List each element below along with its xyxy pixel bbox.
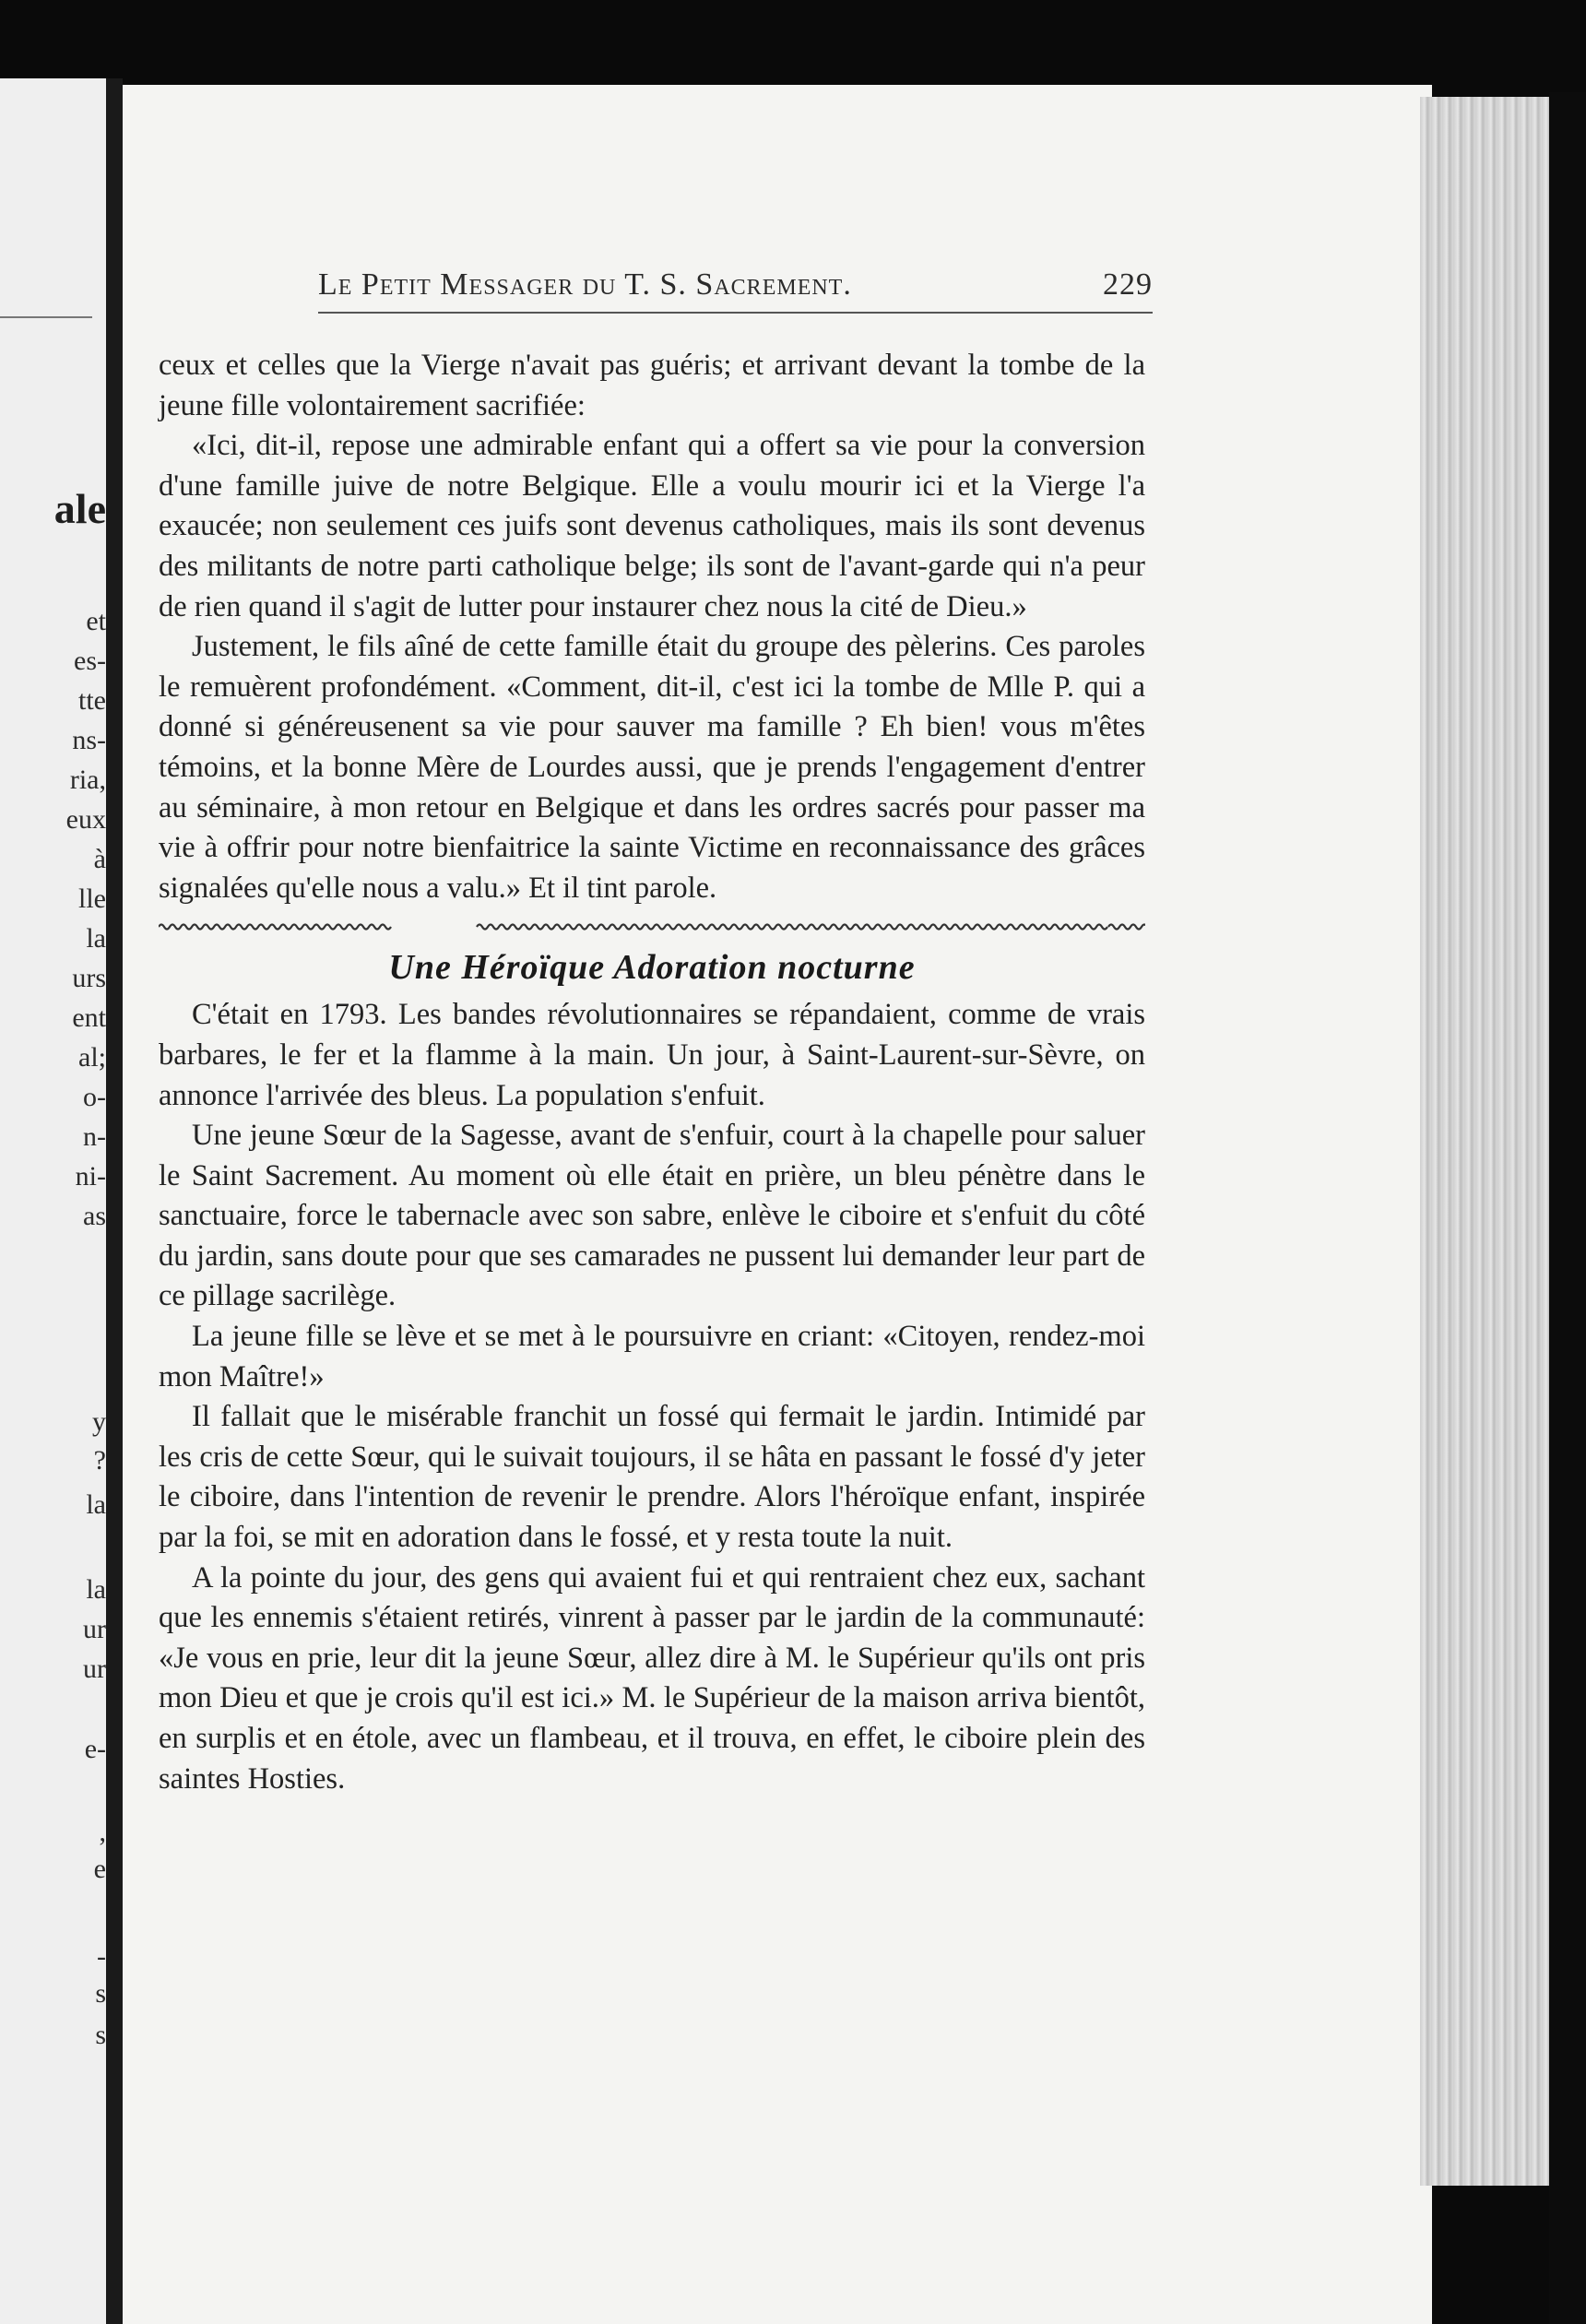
wavy-divider-icon	[159, 908, 1145, 945]
text-fragment: la	[86, 1574, 106, 1605]
previous-page-strip	[0, 78, 106, 2324]
text-fragment: y	[92, 1406, 106, 1437]
previous-page-header-rule	[0, 316, 92, 318]
text-fragment: al;	[78, 1042, 106, 1073]
paragraph: A la pointe du jour, des gens qui avaient fui et qui rentraient chez eux, sachant que les ennemis s'étaient retirés, vinrent à passer par le jardin de la communauté: «Je vous en prie, leur dit la jeune Sœur, allez dire à M. le Supérieur qu'ils ont pris mon Dieu et que je crois qu'il est ici.» M. le Supérieur de la maison arriva bientôt, en surplis et en étole, avec un flambeau, et il trouva, en effet, le ciboire plein des saintes Hosties.	[159, 1560, 1145, 1796]
text-fragment: n-	[83, 1121, 106, 1152]
text-fragment: s	[95, 2020, 106, 2050]
text-fragment: ria,	[69, 765, 106, 795]
text-fragment: ?	[93, 1445, 106, 1476]
text-fragment: ni-	[75, 1161, 106, 1192]
paragraph: C'était en 1793. Les bandes révolutionnaires se répandaient, comme de vrais barbares, le fer et la flamme à la main. Un jour, à Saint-Laurent-sur-Sèvre, on annonce l'arrivée des bleus. La population s'enfuit.	[159, 998, 1145, 1112]
text-fragment: tte	[78, 685, 106, 716]
text-fragment: ur	[83, 1654, 106, 1684]
text-fragment: la	[86, 1489, 106, 1520]
previous-page-title-fragment: ale	[53, 485, 106, 532]
text-fragment: ur	[83, 1614, 106, 1644]
text-fragment: et	[86, 606, 106, 636]
text-fragment: s	[95, 1978, 106, 2009]
paragraph: «Ici, dit-il, repose une admirable enfant qui a offert sa vie pour la conversion d'une famille juive de notre Belgique. Elle a voulu mourir ici et la Vierge l'a exaucée; non seulement ces juifs sont devenus catholiques, mais ils sont devenus des militants de notre parti catholique belge; ils sont de l'avant-garde qui n'a peur de rien quand il s'agit de lutter pour instaurer chez nous la cité de Dieu.»	[159, 429, 1145, 623]
section-title: Une Héroïque Adoration nocturne	[388, 948, 916, 988]
text-fragment: o-	[83, 1082, 106, 1112]
text-fragment: e	[93, 1854, 106, 1884]
page-edge-shadow	[1549, 92, 1586, 2324]
paragraph: Justement, le fils aîné de cette famille était du groupe des pèlerins. Ces paroles le remuèrent profondément. «Comment, dit-il, c'est ici la tombe de Mlle P. qui a donné si généreusenent sa vie pour sauver ma famille ? Eh bien! vous m'êtes témoins, et la bonne Mère de Lourdes aussi, que je prends l'engagement d'entrer au séminaire, à mon retour en Belgique et dans les ordres sacrés pour passer ma vie à offrir pour notre bienfaitrice la sainte Victime en reconnaissance des grâces signalées qu'elle nous a valu.» Et il tint parole.	[159, 630, 1145, 905]
body-text	[159, 346, 1145, 1799]
text-fragment: ,	[99, 1817, 106, 1847]
wavy-divider	[159, 908, 1145, 945]
text-fragment: ent	[72, 1002, 106, 1033]
text-fragment: es-	[74, 646, 106, 676]
page-block-edge	[1420, 97, 1549, 2186]
header-rule	[318, 312, 1153, 314]
text-fragment: e-	[84, 1734, 106, 1764]
page-header	[318, 267, 1153, 314]
text-fragment: eux	[65, 804, 106, 835]
text-fragment: ns-	[72, 725, 106, 755]
text-fragment: la	[86, 923, 106, 954]
paragraph: ceux et celles que la Vierge n'avait pas guéris; et arrivant devant la tombe de la jeune fille volontairement sacrifiée:	[159, 349, 1145, 422]
running-head: Le Petit Messager du T. S. Sacrement.	[318, 267, 852, 302]
text-fragment: urs	[72, 963, 106, 993]
page-number: 229	[1103, 267, 1153, 302]
text-fragment: lle	[78, 883, 106, 914]
paragraph: Une jeune Sœur de la Sagesse, avant de s'enfuir, court à la chapelle pour saluer le Saint Sacrement. Au moment où elle était en prière, un bleu pénètre dans le sanctuaire, force le tabernacle avec son sabre, enlève le ciboire et s'enfuit du côté du jardin, sans doute pour que ses camarades ne pussent lui demander leur part de ce pillage sacrilège.	[159, 1119, 1145, 1313]
text-fragment: as	[83, 1201, 106, 1231]
paragraph: La jeune fille se lève et se met à le poursuivre en criant: «Citoyen, rendez-moi mon Maître!»	[159, 1320, 1145, 1393]
paragraph: Il fallait que le misérable franchit un fossé qui fermait le jardin. Intimidé par les cris de cette Sœur, qui le suivait toujours, il se hâta en passant le fossé d'y jeter le ciboire, dans l'intention de revenir le prendre. Alors l'héroïque enfant, inspirée par la foi, se mit en adoration dans le fossé, et y resta toute la nuit.	[159, 1400, 1145, 1555]
text-fragment: à	[93, 844, 106, 874]
text-fragment: -	[97, 1941, 106, 1972]
book-gutter	[106, 78, 123, 2324]
